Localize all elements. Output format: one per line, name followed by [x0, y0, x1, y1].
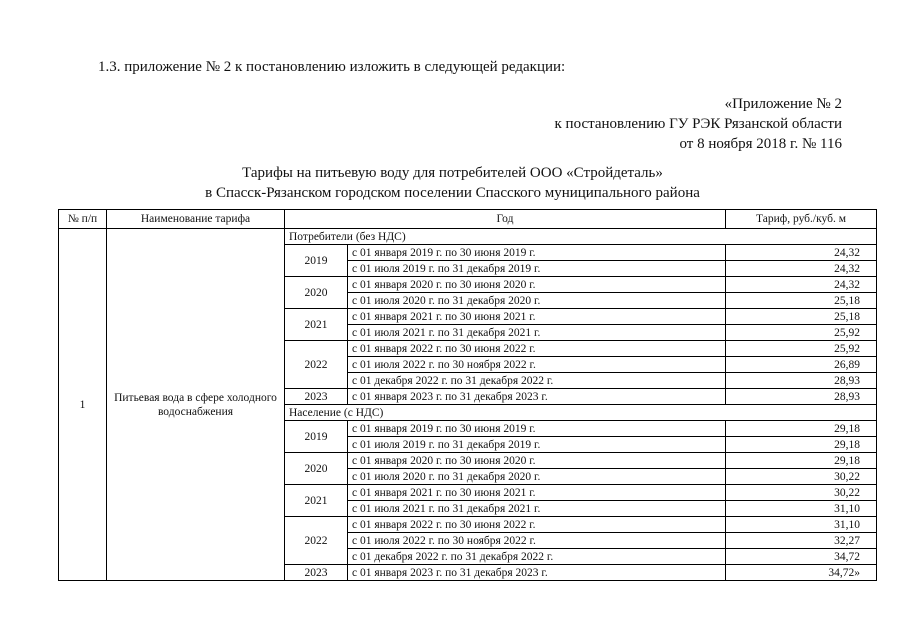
year-cell: 2019 [285, 421, 348, 453]
period-cell: с 01 июля 2019 г. по 31 декабря 2019 г. [348, 261, 726, 277]
period-cell: с 01 января 2020 г. по 30 июня 2020 г. [348, 453, 726, 469]
period-cell: с 01 января 2021 г. по 30 июня 2021 г. [348, 485, 726, 501]
period-cell: с 01 января 2022 г. по 30 июня 2022 г. [348, 341, 726, 357]
tariff-table [58, 209, 877, 581]
appendix-line: от 8 ноября 2018 г. № 116 [679, 136, 842, 152]
year-cell: 2023 [285, 389, 348, 405]
tariff-value: 30,22 [726, 469, 877, 485]
tariff-value: 25,92 [726, 341, 877, 357]
header-num: № п/п [59, 210, 107, 229]
consumer-group-label: Потребители (без НДС) [285, 229, 877, 245]
appendix-reference [555, 94, 842, 154]
tariff-value: 25,18 [726, 293, 877, 309]
tariff-value: 34,72 [726, 549, 877, 565]
tariff-value: 29,18 [726, 453, 877, 469]
document-title [0, 163, 905, 203]
header-tariff: Тариф, руб./куб. м [726, 210, 877, 229]
tariff-value: 24,32 [726, 245, 877, 261]
period-cell: с 01 июля 2022 г. по 30 ноября 2022 г. [348, 357, 726, 373]
tariff-value: 31,10 [726, 517, 877, 533]
appendix-line: к постановлению ГУ РЭК Рязанской области [554, 116, 842, 132]
consumer-group-label: Население (с НДС) [285, 405, 877, 421]
period-cell: с 01 декабря 2022 г. по 31 декабря 2022 г. [348, 373, 726, 389]
period-cell: с 01 января 2022 г. по 30 июня 2022 г. [348, 517, 726, 533]
table-row [59, 229, 877, 245]
row-number: 1 [59, 229, 107, 581]
year-cell: 2019 [285, 245, 348, 277]
year-cell: 2020 [285, 453, 348, 485]
tariff-value: 30,22 [726, 485, 877, 501]
period-cell: с 01 июля 2020 г. по 31 декабря 2020 г. [348, 469, 726, 485]
period-cell: с 01 июля 2020 г. по 31 декабря 2020 г. [348, 293, 726, 309]
appendix-line: «Приложение № 2 [724, 96, 842, 112]
tariff-value: 29,18 [726, 437, 877, 453]
tariff-value: 31,10 [726, 501, 877, 517]
period-cell: с 01 июля 2021 г. по 31 декабря 2021 г. [348, 501, 726, 517]
year-cell: 2021 [285, 309, 348, 341]
year-cell: 2020 [285, 277, 348, 309]
tariff-value: 28,93 [726, 373, 877, 389]
tariff-value: 26,89 [726, 357, 877, 373]
period-cell: с 01 января 2020 г. по 30 июня 2020 г. [348, 277, 726, 293]
tariff-value: 24,32 [726, 261, 877, 277]
period-cell: с 01 июля 2022 г. по 30 ноября 2022 г. [348, 533, 726, 549]
tariff-value: 34,72» [726, 565, 877, 581]
period-cell: с 01 января 2019 г. по 30 июня 2019 г. [348, 245, 726, 261]
period-cell: с 01 января 2023 г. по 31 декабря 2023 г. [348, 565, 726, 581]
year-cell: 2022 [285, 341, 348, 389]
period-cell: с 01 января 2019 г. по 30 июня 2019 г. [348, 421, 726, 437]
period-cell: с 01 января 2023 г. по 31 декабря 2023 г. [348, 389, 726, 405]
tariff-value: 25,92 [726, 325, 877, 341]
tariff-value: 28,93 [726, 389, 877, 405]
period-cell: с 01 июля 2019 г. по 31 декабря 2019 г. [348, 437, 726, 453]
year-cell: 2023 [285, 565, 348, 581]
title-line: Тарифы на питьевую воду для потребителей ООО «Стройдеталь» [242, 165, 663, 181]
title-line: в Спасск-Рязанском городском поселении Спасского муниципального района [205, 185, 700, 201]
tariff-value: 32,27 [726, 533, 877, 549]
tariff-value: 29,18 [726, 421, 877, 437]
period-cell: с 01 июля 2021 г. по 31 декабря 2021 г. [348, 325, 726, 341]
period-cell: с 01 декабря 2022 г. по 31 декабря 2022 г. [348, 549, 726, 565]
year-cell: 2022 [285, 517, 348, 565]
amendment-intro: 1.3. приложение № 2 к постановлению изложить в следующей редакции: [98, 59, 566, 75]
table-header-row [59, 210, 877, 229]
table-body [59, 229, 877, 581]
tariff-name: Питьевая вода в сфере холодного водоснабжения [107, 229, 285, 581]
tariff-value: 24,32 [726, 277, 877, 293]
tariff-value: 25,18 [726, 309, 877, 325]
header-year: Год [285, 210, 726, 229]
year-cell: 2021 [285, 485, 348, 517]
header-name: Наименование тарифа [107, 210, 285, 229]
period-cell: с 01 января 2021 г. по 30 июня 2021 г. [348, 309, 726, 325]
